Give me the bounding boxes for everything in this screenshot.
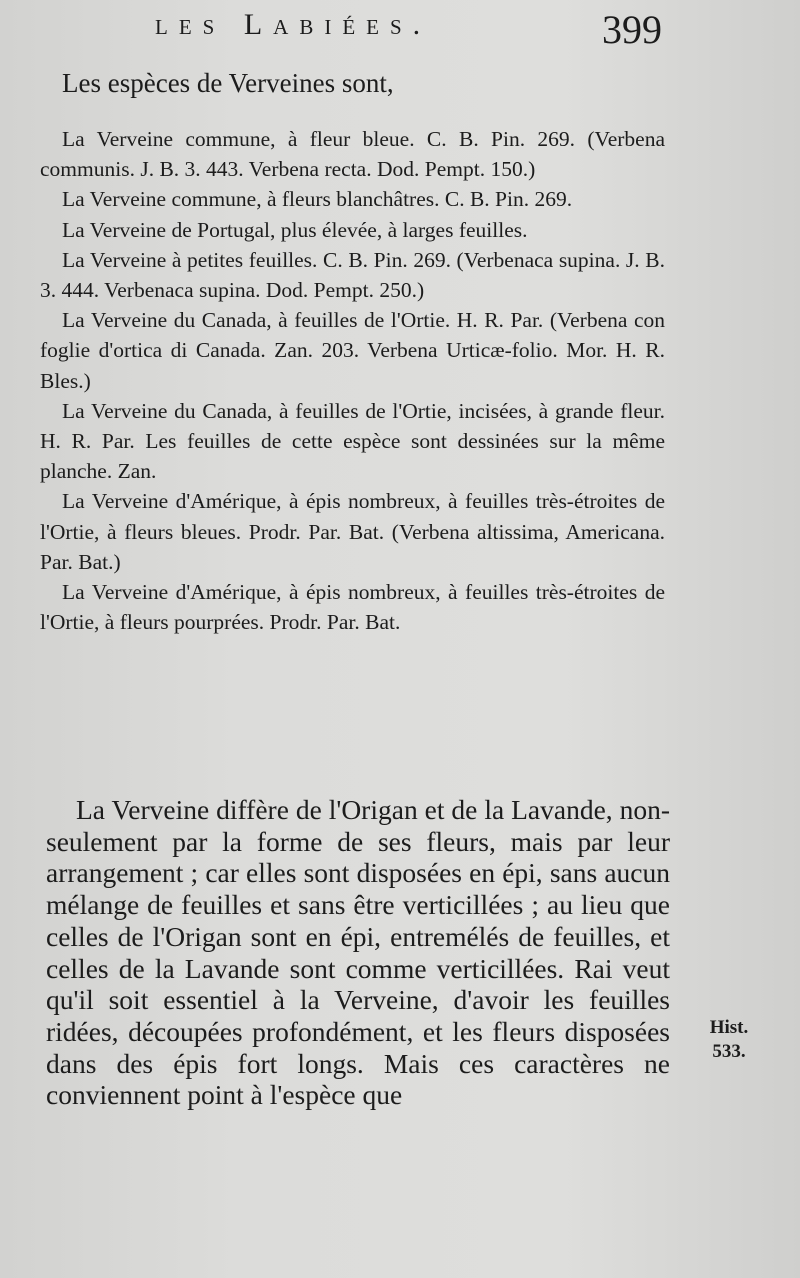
- page-number: 399: [602, 7, 662, 52]
- body-paragraph: La Verveine diffère de l'Origan et de la Lavande, non-seulement par la forme de ses fleurs, mais par leur arrangement ; car elles sont disposées en épi, sans aucun mélange de feuilles et sans être verticillées ; au lieu que celles de l'Origan sont en épi, entremélés de feuilles, et celles de la Lavande sont comme verticillées. Rai veut qu'il soit essentiel à la Verveine, d'avoir les feuilles ridées, découpées profondément, et les fleurs disposées dans des épis fort longs. Mais ces caractères ne conviennent point à l'espèce que: [46, 794, 670, 1111]
- species-entry: La Verveine du Canada, à feuilles de l'Ortie, incisées, à grande fleur. H. R. Par. Les feuilles de cette espèce sont dessinées sur la même planche. Zan.: [40, 398, 665, 484]
- species-entry: La Verveine commune, à fleurs blanchâtres. C. B. Pin. 269.: [62, 187, 573, 212]
- species-entry: La Verveine à petites feuilles. C. B. Pin. 269. (Verbenaca supina. J. B. 3. 444. Verbenaca supina. Dod. Pempt. 250.): [40, 247, 665, 303]
- running-head: les Labiées.: [155, 8, 432, 41]
- intro-heading: Les espèces de Verveines sont,: [62, 68, 394, 98]
- species-entry: La Verveine d'Amérique, à épis nombreux, à feuilles très-étroites de l'Ortie, à fleurs pourprées. Prodr. Par. Bat.: [40, 580, 665, 635]
- species-entry: La Verveine de Portugal, plus élevée, à larges feuilles.: [62, 217, 528, 242]
- species-entry: La Verveine du Canada, à feuilles de l'Ortie. H. R. Par. (Verbena con foglie d'ortica di Canada. Zan. 203. Verbena Urticæ-folio. Mor. H. R. Bles.): [40, 308, 665, 393]
- species-list: [40, 124, 665, 637]
- margin-note-line: 533.: [712, 1041, 746, 1062]
- species-entry: La Verveine commune, à fleur bleue. C. B. Pin. 269. (Verbena communis. J. B. 3. 443. Verbena recta. Dod. Pempt. 150.): [40, 127, 665, 182]
- margin-note: [694, 1016, 764, 1064]
- body-text: [46, 794, 670, 1111]
- margin-note-line: Hist.: [709, 1017, 749, 1038]
- species-entry: La Verveine d'Amérique, à épis nombreux, à feuilles très-étroites de l'Ortie, à fleurs bleues. Prodr. Par. Bat. (Verbena altissima, Americana. Par. Bat.): [40, 489, 665, 574]
